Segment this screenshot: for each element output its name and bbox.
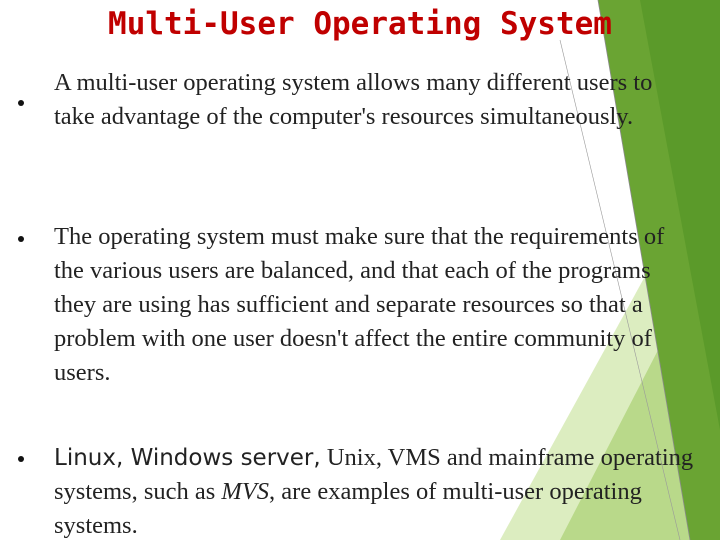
bullet-text-3 <box>54 441 694 540</box>
bullet-marker <box>18 456 26 464</box>
bullet-marker <box>18 236 26 244</box>
bullet-text-1: A multi-user operating system allows many different users to take advantage of the computer's resources simultaneously. <box>54 69 653 130</box>
bullet-3-lead: Linux, Windows server, <box>54 445 321 471</box>
bullet-3-tail: , are examples of multi-user operating systems. <box>54 478 642 539</box>
bullet-marker <box>18 100 26 108</box>
bullet-3-mid: Unix, VMS and mainframe operating systems, such as <box>54 444 694 505</box>
bullet-3-italic: MVS <box>221 478 270 505</box>
bullet-text-2: The operating system must make sure that the requirements of the various users are balanced, and that each of the programs they are using has sufficient and separate resources so that a problem with one user doesn't affect the entire community of users. <box>54 223 665 386</box>
slide-title: Multi-User Operating System <box>108 6 612 42</box>
